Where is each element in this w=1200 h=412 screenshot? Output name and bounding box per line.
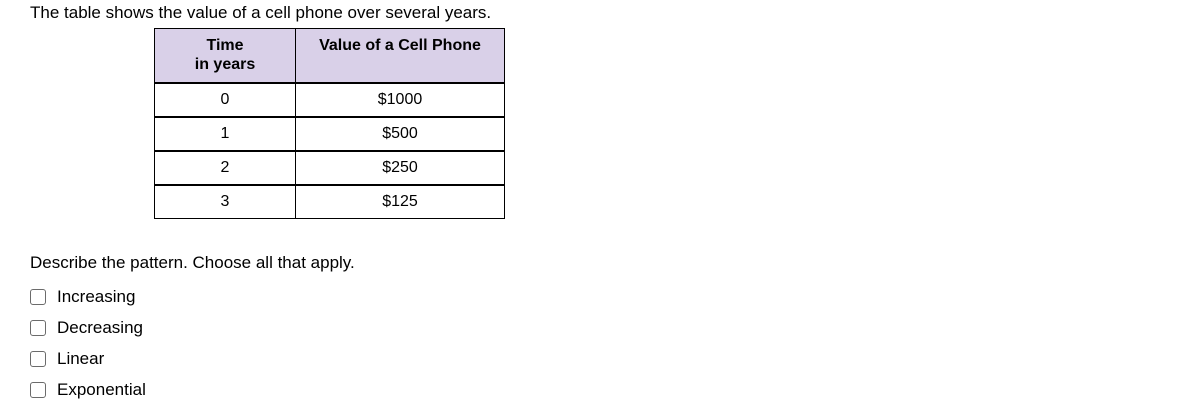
- option-increasing[interactable]: [30, 281, 146, 312]
- header-value: Value of a Cell Phone: [296, 29, 505, 83]
- intro-text: The table shows the value of a cell phone over several years.: [30, 3, 492, 22]
- header-time: [155, 29, 296, 83]
- question-prompt: Describe the pattern. Choose all that apply.: [30, 253, 355, 272]
- option-label: Exponential: [57, 379, 146, 399]
- table-row: [155, 83, 505, 117]
- cell-time: 3: [155, 185, 296, 219]
- table-row: [155, 117, 505, 151]
- checkbox-increasing[interactable]: [30, 289, 46, 305]
- cell-time: 0: [155, 83, 296, 117]
- checkbox-decreasing[interactable]: [30, 320, 46, 336]
- table-row: [155, 185, 505, 219]
- cell-value: $125: [296, 185, 505, 219]
- option-decreasing[interactable]: [30, 312, 146, 343]
- option-label: Increasing: [57, 286, 136, 306]
- table-header-row: [155, 29, 505, 83]
- answer-options: [30, 281, 146, 405]
- option-exponential[interactable]: [30, 374, 146, 405]
- cell-time: 2: [155, 151, 296, 185]
- cell-value: $250: [296, 151, 505, 185]
- checkbox-linear[interactable]: [30, 351, 46, 367]
- header-time-line2: in years: [194, 56, 256, 73]
- cell-time: 1: [155, 117, 296, 151]
- cell-value: $1000: [296, 83, 505, 117]
- value-table: [154, 28, 505, 219]
- header-time-line1: Time: [206, 37, 244, 54]
- option-label: Linear: [57, 348, 105, 368]
- table-row: [155, 151, 505, 185]
- option-label: Decreasing: [57, 317, 143, 337]
- cell-value: $500: [296, 117, 505, 151]
- option-linear[interactable]: [30, 343, 146, 374]
- checkbox-exponential[interactable]: [30, 382, 46, 398]
